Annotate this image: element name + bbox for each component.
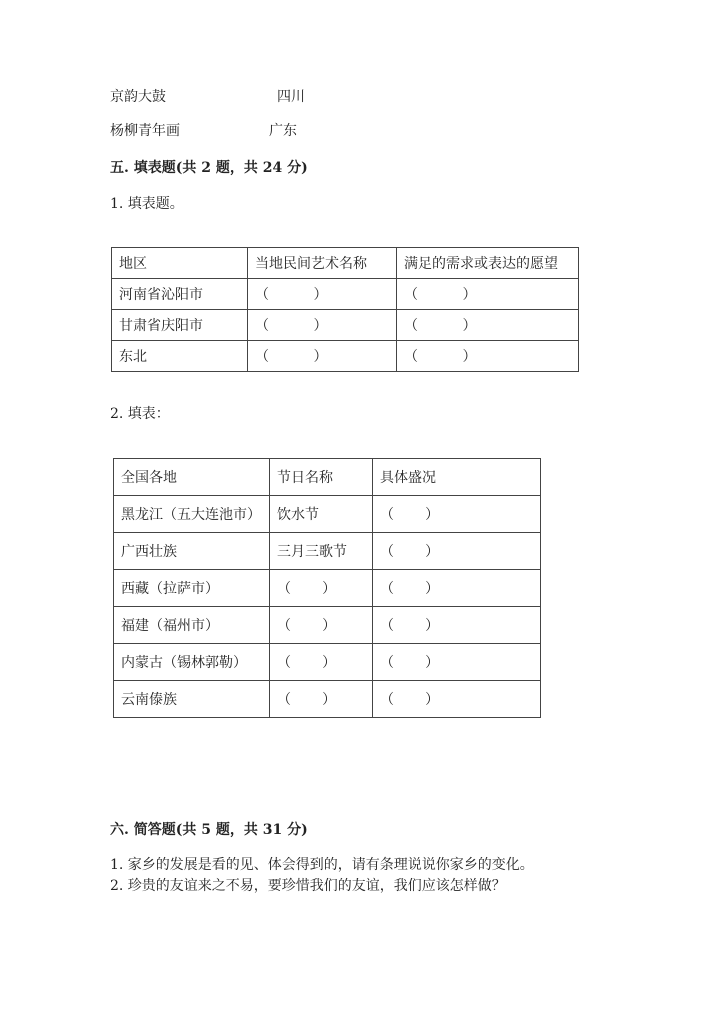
table-row xyxy=(114,533,541,570)
header-cell: 满足的需求或表达的愿望 xyxy=(397,248,579,279)
blank-cell[interactable]: （ ） xyxy=(248,341,397,372)
blank-cell[interactable]: （ ） xyxy=(270,607,373,644)
table-row xyxy=(114,644,541,681)
blank-cell[interactable]: （ ） xyxy=(248,310,397,341)
cell: 西藏（拉萨市） xyxy=(114,570,270,607)
cell: 广西壮族 xyxy=(114,533,270,570)
table-row xyxy=(112,341,579,372)
header-cell: 具体盛况 xyxy=(373,459,541,496)
cell: 福建（福州市） xyxy=(114,607,270,644)
cell: 饮水节 xyxy=(270,496,373,533)
match-left-1: 京韵大鼓 xyxy=(110,89,166,105)
blank-cell[interactable]: （ ） xyxy=(270,570,373,607)
blank-cell[interactable]: （ ） xyxy=(373,644,541,681)
short-answer-question-1: 1. 家乡的发展是看的见、体会得到的，请有条理说说你家乡的变化。 xyxy=(110,857,534,873)
blank-cell[interactable]: （ ） xyxy=(373,533,541,570)
table-1 xyxy=(111,247,579,372)
blank-cell[interactable]: （ ） xyxy=(373,496,541,533)
short-answer-question-2: 2. 珍贵的友谊来之不易，要珍惜我们的友谊，我们应该怎样做？ xyxy=(110,878,506,894)
blank-cell[interactable]: （ ） xyxy=(373,607,541,644)
q2-label: 2. 填表： xyxy=(110,406,170,422)
blank-cell[interactable]: （ ） xyxy=(373,681,541,718)
blank-cell[interactable]: （ ） xyxy=(397,279,579,310)
section6-heading: 六. 简答题(共 5 题，共 31 分) xyxy=(110,822,308,838)
table-header-row xyxy=(112,248,579,279)
cell: 内蒙古（锡林郭勒） xyxy=(114,644,270,681)
q1-label: 1. 填表题。 xyxy=(110,196,184,212)
cell: 三月三歌节 xyxy=(270,533,373,570)
blank-cell[interactable]: （ ） xyxy=(373,570,541,607)
table-row xyxy=(112,279,579,310)
match-right-1: 四川 xyxy=(277,89,305,105)
table-header-row xyxy=(114,459,541,496)
table-row xyxy=(114,570,541,607)
table-2 xyxy=(113,458,541,718)
table-row xyxy=(112,310,579,341)
table-row xyxy=(114,681,541,718)
cell: 河南省沁阳市 xyxy=(112,279,248,310)
match-right-2: 广东 xyxy=(269,123,297,139)
blank-cell[interactable]: （ ） xyxy=(270,681,373,718)
table-row xyxy=(114,607,541,644)
header-cell: 全国各地 xyxy=(114,459,270,496)
table-row xyxy=(114,496,541,533)
blank-cell[interactable]: （ ） xyxy=(397,341,579,372)
cell: 甘肃省庆阳市 xyxy=(112,310,248,341)
cell: 云南傣族 xyxy=(114,681,270,718)
cell: 东北 xyxy=(112,341,248,372)
header-cell: 当地民间艺术名称 xyxy=(248,248,397,279)
header-cell: 节日名称 xyxy=(270,459,373,496)
section5-heading: 五. 填表题(共 2 题，共 24 分) xyxy=(110,160,308,176)
blank-cell[interactable]: （ ） xyxy=(397,310,579,341)
match-left-2: 杨柳青年画 xyxy=(110,123,180,139)
cell: 黑龙江（五大连池市） xyxy=(114,496,270,533)
header-cell: 地区 xyxy=(112,248,248,279)
blank-cell[interactable]: （ ） xyxy=(270,644,373,681)
blank-cell[interactable]: （ ） xyxy=(248,279,397,310)
